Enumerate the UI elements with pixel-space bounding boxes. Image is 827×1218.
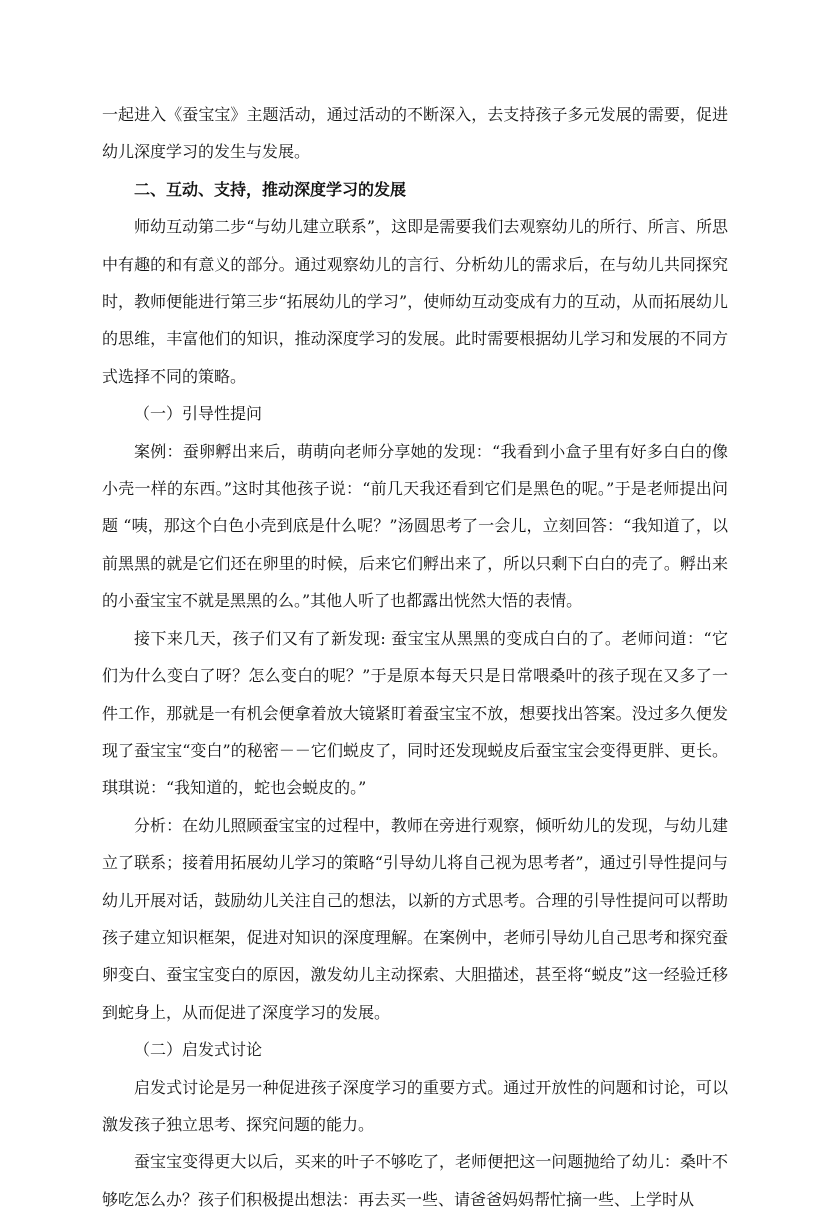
paragraph: 蚕宝宝变得更大以后，买来的叶子不够吃了，老师便把这一问题抛给了幼儿：桑叶不够吃怎么办？孩子们积极提出想法：再去买一些、请爸爸妈妈帮忙摘一些、上学时从 [102, 1152, 728, 1209]
paragraph: 分析：在幼儿照顾蚕宝宝的过程中，教师在旁进行观察，倾听幼儿的发现，与幼儿建立了联系；接着用拓展幼儿学习的策略“引导幼儿将自己视为思考者”，通过引导性提问与幼儿开展对话，鼓励幼儿关注自己的想法，以新的方式思考。合理的引导性提问可以帮助孩子建立知识框架，促进对知识的深度理解。在案例中，老师引导幼儿自己思考和探究蚕卵变白、蚕宝宝变白的原因，激发幼儿主动探索、大胆描述，甚至将“蜕皮”这一经验迁移到蛇身上，从而促进了深度学习的发展。 [102, 815, 728, 1022]
subsection-heading: （一）引导性提问 [134, 404, 263, 424]
section-heading: 二、互动、支持，推动深度学习的发展 [134, 179, 407, 199]
paragraph: 启发式讨论是另一种促进孩子深度学习的重要方式。通过开放性的问题和讨论，可以激发孩子独立思考、探究问题的能力。 [102, 1077, 728, 1134]
paragraph: 师幼互动第二步“与幼儿建立联系”，这即是需要我们去观察幼儿的所行、所言、所思中有趣的和有意义的部分。通过观察幼儿的言行、分析幼儿的需求后，在与幼儿共同探究时，教师便能进行第三步“拓展幼儿的学习”，使师幼互动变成有力的互动，从而拓展幼儿的思维，丰富他们的知识，推动深度学习的发展。此时需要根据幼儿学习和发展的不同方式选择不同的策略。 [102, 217, 728, 386]
paragraph-continued: 一起进入《蚕宝宝》主题活动，通过活动的不断深入，去支持孩子多元发展的需要，促进幼儿深度学习的发生与发展。 [102, 105, 728, 162]
document-body [102, 96, 728, 1218]
paragraph: 案例：蚕卵孵出来后，萌萌向老师分享她的发现：“我看到小盒子里有好多白白的像小壳一样的东西。”这时其他孩子说：“前几天我还看到它们是黑色的呢。”于是老师提出问题 “咦，那这个白色小壳到底是什么呢？”汤圆思考了一会儿，立刻回答：“我知道了，以前黑黑的就是它们还在卵里的时候，后来它们孵出来了，所以只剩下白白的壳了。孵出来的小蚕宝宝不就是黑黑的么。”其他人听了也都露出恍然大悟的表情。 [102, 441, 728, 611]
subsection-heading: （二）启发式讨论 [134, 1040, 263, 1060]
paragraph: 接下来几天，孩子们又有了新发现: 蚕宝宝从黑黑的变成白白的了。老师问道：“它们为什么变白了呀？怎么变白的呢？”于是原本每天只是日常喂桑叶的孩子现在又多了一件工作，那就是一有机会便拿着放大镜紧盯着蚕宝宝不放，想要找出答案。没过多久便发现了蚕宝宝“变白”的秘密－－它们蜕皮了，同时还发现蜕皮后蚕宝宝会变得更胖、更长。琪琪说：“我知道的，蛇也会蜕皮的。” [102, 628, 728, 798]
